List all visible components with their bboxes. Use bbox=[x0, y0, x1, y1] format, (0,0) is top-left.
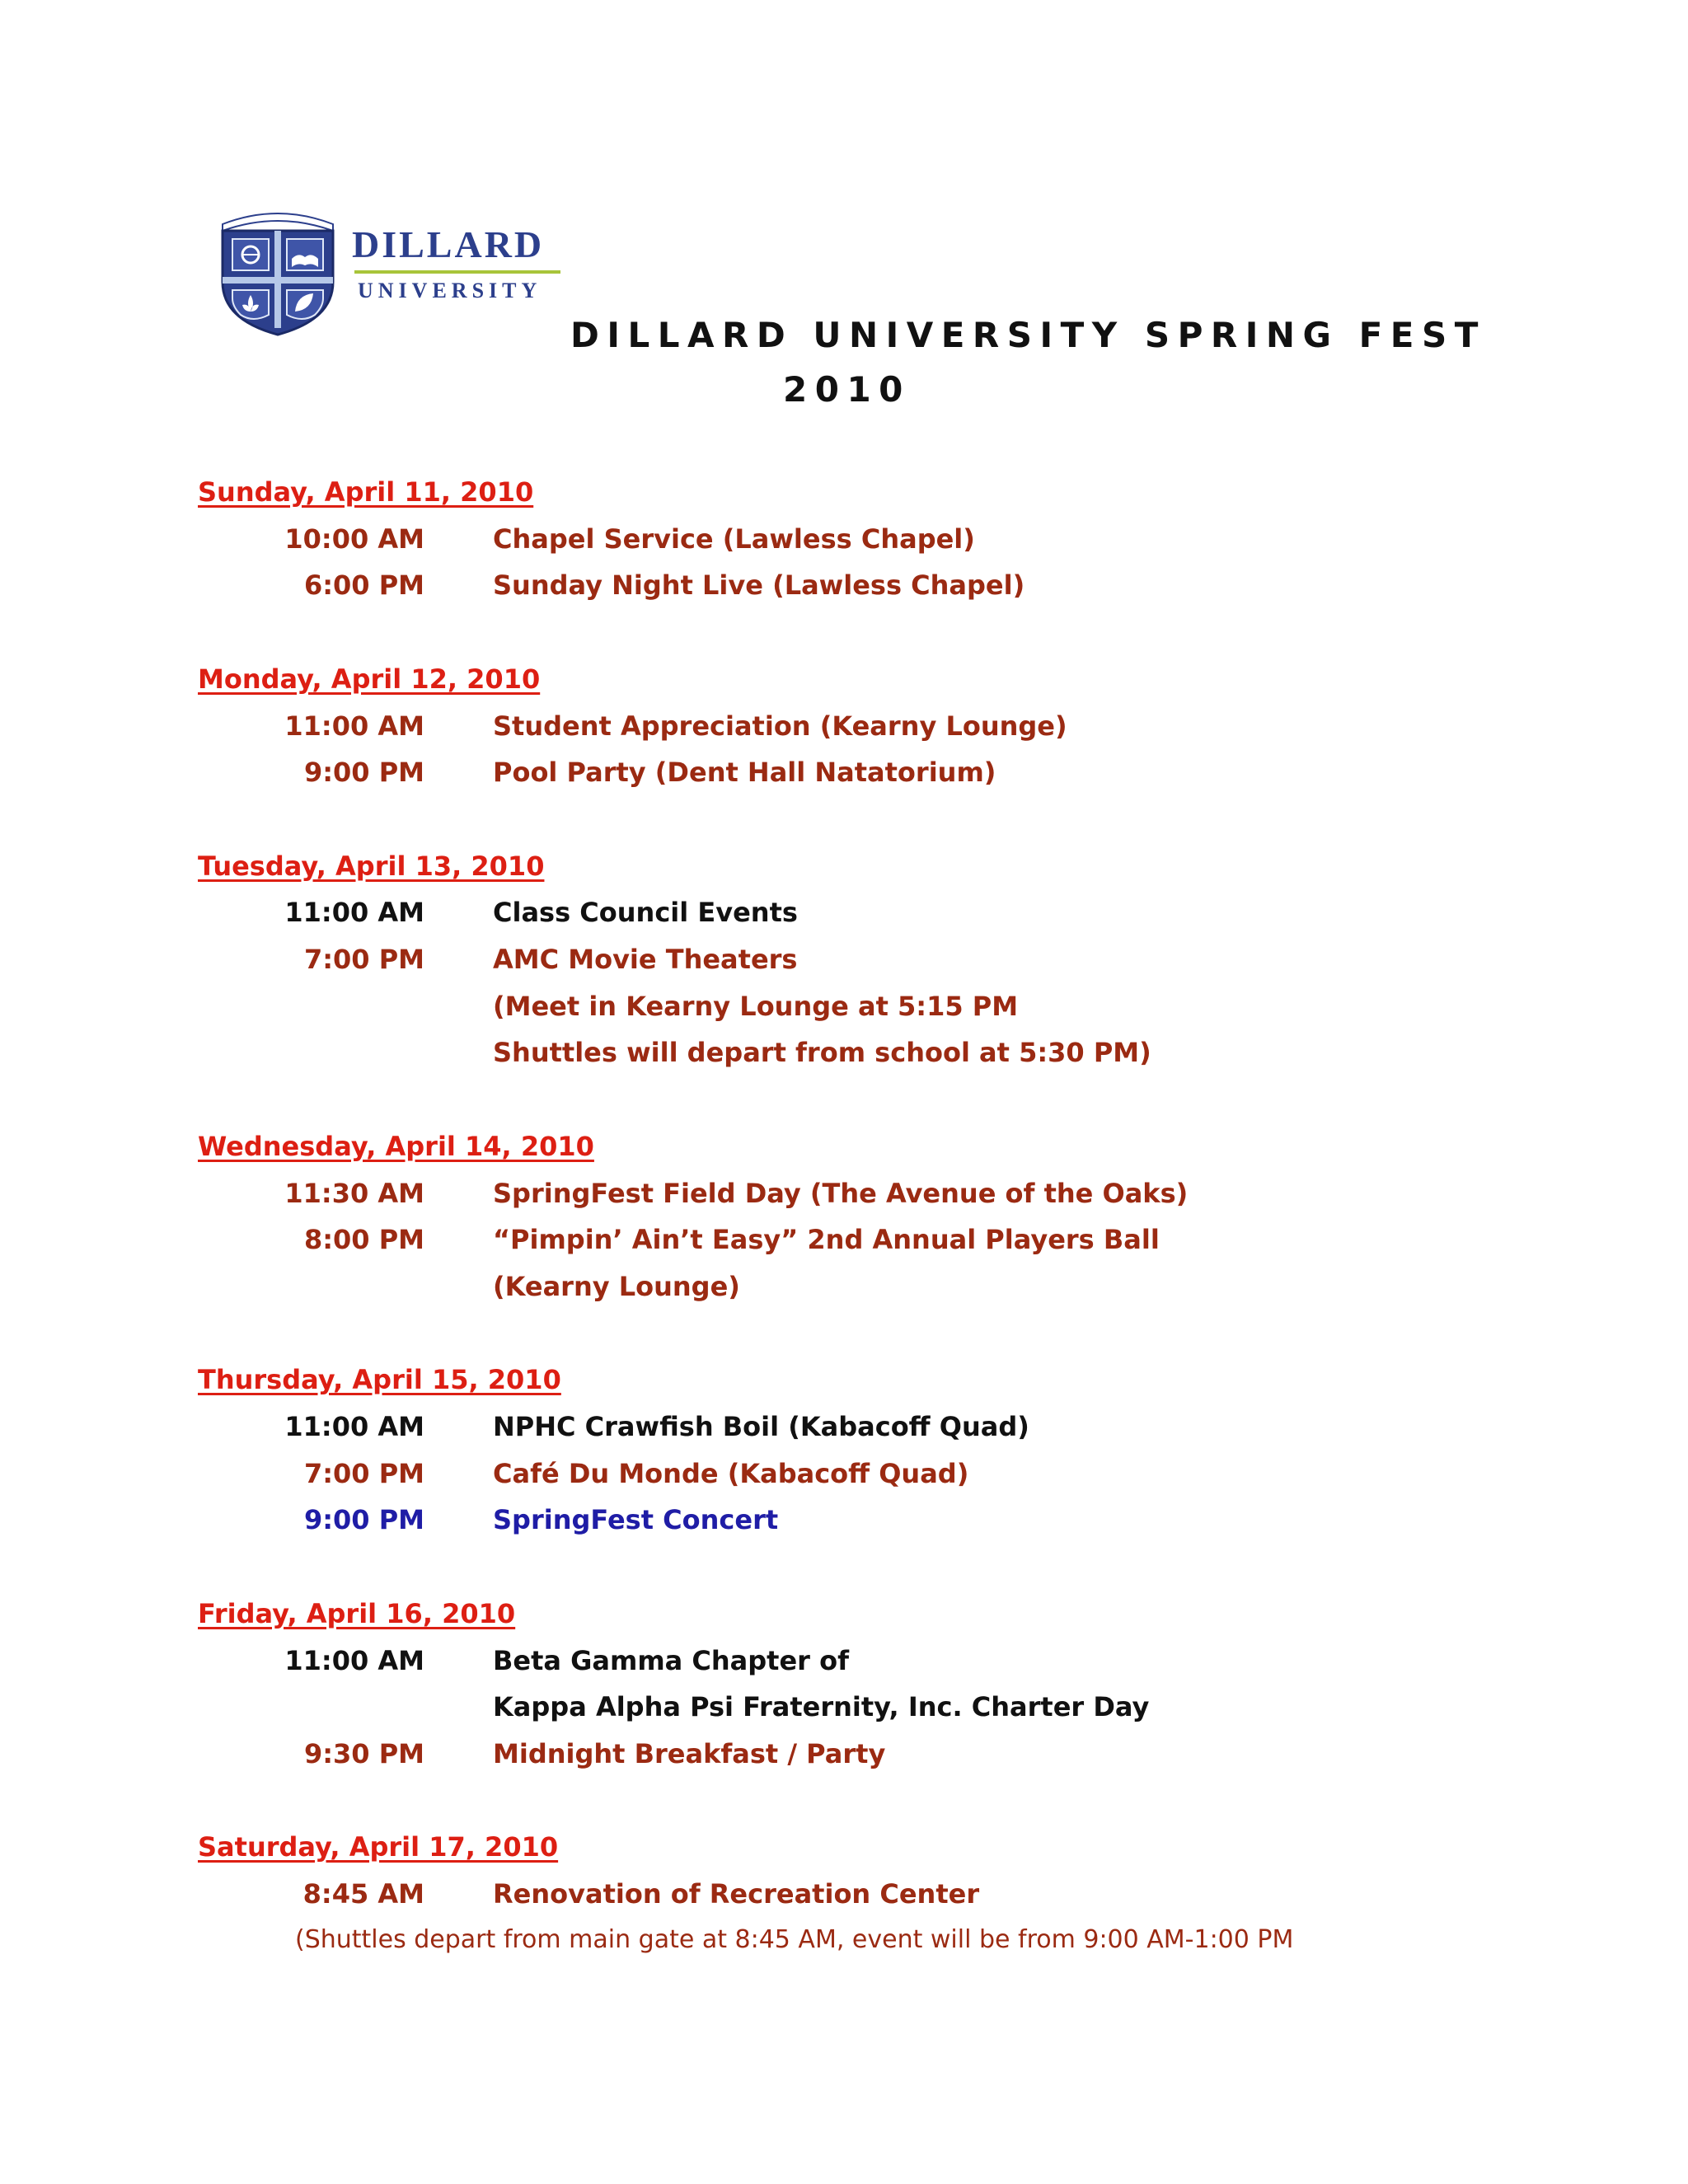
event-time: 9:00 PM bbox=[303, 757, 424, 789]
event-description: (Meet in Kearny Lounge at 5:15 PM bbox=[493, 990, 1019, 1022]
event-description: Midnight Breakfast / Party bbox=[493, 1737, 886, 1769]
event-time: 7:00 PM bbox=[303, 1457, 424, 1489]
logo-divider bbox=[354, 270, 560, 274]
day-heading: Thursday, April 15, 2010 bbox=[198, 1364, 561, 1396]
event-time: 8:45 AM bbox=[302, 1878, 424, 1910]
day-heading: Monday, April 12, 2010 bbox=[198, 663, 541, 695]
event-description: Renovation of Recreation Center bbox=[493, 1878, 980, 1910]
event-time: 11:30 AM bbox=[284, 1177, 424, 1209]
event-time: 6:00 PM bbox=[303, 569, 424, 602]
dillard-university-logo bbox=[216, 206, 570, 338]
day-heading: Sunday, April 11, 2010 bbox=[198, 476, 534, 508]
document-title: DILLARD UNIVERSITY SPRING FEST bbox=[570, 315, 1486, 355]
logo-subwordmark: UNIVERSITY bbox=[358, 279, 542, 302]
day-heading: Tuesday, April 13, 2010 bbox=[198, 850, 545, 882]
event-description: AMC Movie Theaters bbox=[493, 944, 798, 975]
document-title-year: 2010 bbox=[783, 369, 911, 410]
event-description: Pool Party (Dent Hall Natatorium) bbox=[493, 757, 996, 789]
event-description: Beta Gamma Chapter of bbox=[493, 1644, 849, 1676]
logo-wordmark: DILLARD bbox=[352, 223, 545, 265]
event-time: 9:00 PM bbox=[303, 1504, 424, 1536]
event-description: Sunday Night Live (Lawless Chapel) bbox=[493, 569, 1025, 602]
event-description: Kappa Alpha Psi Fraternity, Inc. Charter Day bbox=[493, 1691, 1150, 1723]
event-description: SpringFest Concert bbox=[493, 1504, 779, 1536]
event-time: 11:00 AM bbox=[284, 897, 424, 929]
event-time: 11:00 AM bbox=[284, 1411, 424, 1442]
event-description: Café Du Monde (Kabacoff Quad) bbox=[493, 1457, 969, 1489]
event-description: SpringFest Field Day (The Avenue of the Oaks) bbox=[493, 1177, 1189, 1209]
event-time: 7:00 PM bbox=[303, 944, 424, 975]
event-time: 9:30 PM bbox=[303, 1737, 424, 1769]
event-time: 10:00 AM bbox=[284, 523, 424, 555]
event-time: 11:00 AM bbox=[284, 1644, 424, 1676]
event-description: (Kearny Lounge) bbox=[493, 1270, 740, 1302]
day-heading: Friday, April 16, 2010 bbox=[198, 1597, 516, 1629]
event-description: “Pimpin’ Ain’t Easy” 2nd Annual Players Ball bbox=[493, 1224, 1160, 1256]
event-description: Shuttles will depart from school at 5:30 PM) bbox=[493, 1037, 1151, 1069]
event-note: (Shuttles depart from main gate at 8:45 AM, event will be from 9:00 AM-1:00 PM bbox=[295, 1924, 1294, 1954]
event-description: NPHC Crawfish Boil (Kabacoff Quad) bbox=[493, 1411, 1029, 1442]
day-heading: Wednesday, April 14, 2010 bbox=[198, 1130, 594, 1162]
event-description: Class Council Events bbox=[493, 897, 798, 929]
event-time: 11:00 AM bbox=[284, 710, 424, 742]
shield-icon bbox=[216, 206, 340, 338]
day-heading: Saturday, April 17, 2010 bbox=[198, 1831, 559, 1863]
event-description: Student Appreciation (Kearny Lounge) bbox=[493, 710, 1067, 742]
event-time: 8:00 PM bbox=[303, 1224, 424, 1256]
event-description: Chapel Service (Lawless Chapel) bbox=[493, 523, 975, 555]
